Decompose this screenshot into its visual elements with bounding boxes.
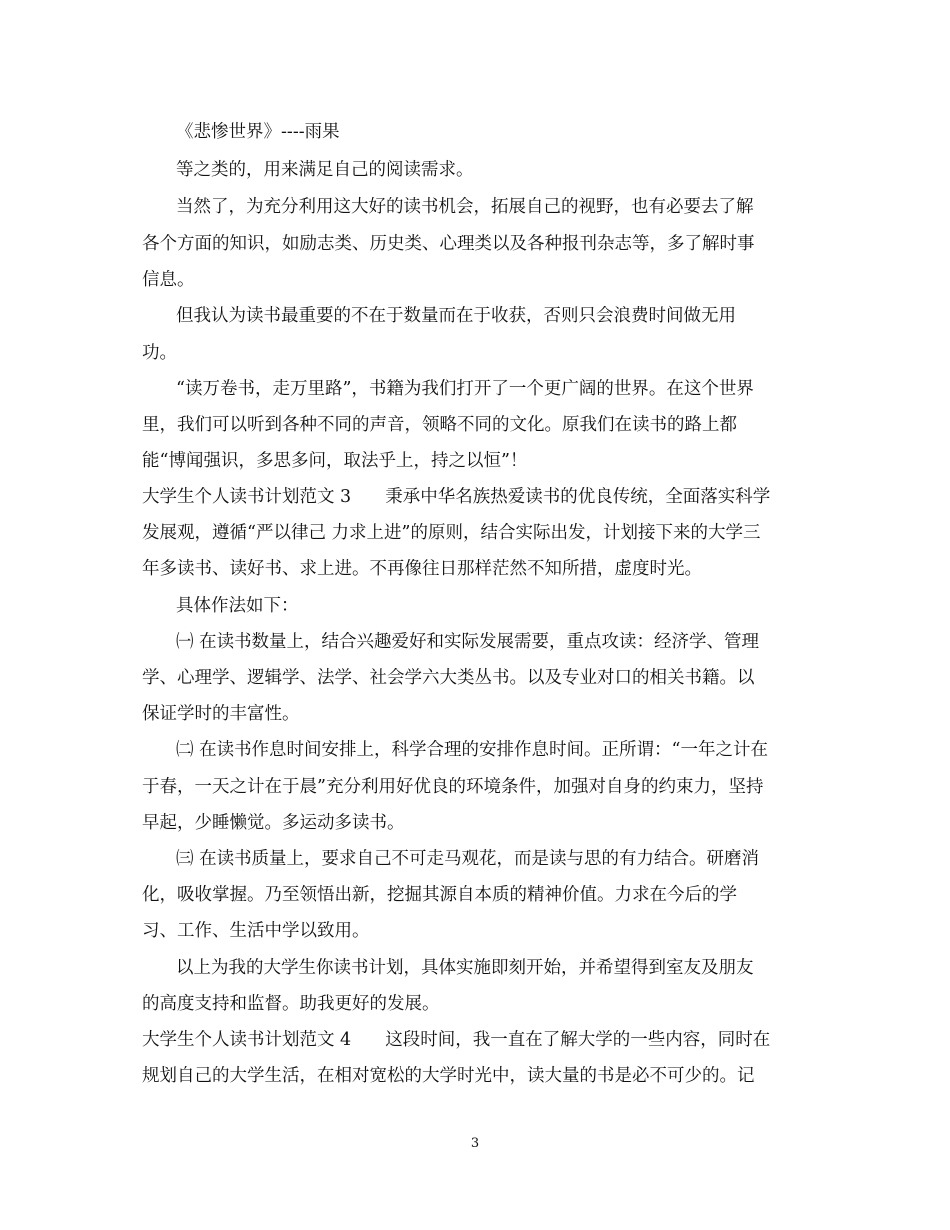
text-line: ㈢ 在读书质量上，要求自己不可走马观花，而是读与思的有力结合。研磨消 <box>176 849 760 869</box>
text-line: 发展观，遵循“严以律己 力求上进”的原则，结合实际出发，计划接下来的大学三 <box>142 523 761 543</box>
section-intro-text: 这段时间，我一直在了解大学的一些内容，同时在 <box>385 1030 771 1050</box>
text-line: 《悲惨世界》----雨果 <box>176 122 340 142</box>
text-line: 但我认为读书最重要的不在于数量而在于收获，否则只会浪费时间做无用 <box>176 306 736 326</box>
text-line: 规划自己的大学生活，在相对宽松的大学时光中，读大量的书是必不可少的。记 <box>142 1066 755 1086</box>
text-line: 于春，一天之计在于晨”充分利用好优良的环境条件，加强对自身的约束力，坚持 <box>142 777 764 797</box>
text-line: “读万卷书，走万里路”，书籍为我们打开了一个更广阔的世界。在这个世界 <box>176 379 754 399</box>
text-line: 保证学时的丰富性。 <box>142 704 300 724</box>
text-line: 具体作法如下： <box>176 596 299 616</box>
section-heading-4 <box>142 1028 770 1052</box>
text-line: 的高度支持和监督。助我更好的发展。 <box>142 994 440 1014</box>
text-line: 以上为我的大学生你读书计划，具体实施即刻开始，并希望得到室友及朋友 <box>176 958 754 978</box>
text-line: 能“博闻强识，多思多问，取法乎上，持之以恒”！ <box>142 451 528 471</box>
text-line: 里，我们可以听到各种不同的声音，领略不同的文化。原我们在读书的路上都 <box>142 415 737 435</box>
text-line: 习、工作、生活中学以致用。 <box>142 921 370 941</box>
text-line: 当然了，为充分利用这大好的读书机会，拓展自己的视野，也有必要去了解 <box>176 197 754 217</box>
section-title: 大学生个人读书计划范文 4 <box>142 1030 352 1050</box>
text-line: ㈠ 在读书数量上，结合兴趣爱好和实际发展需要，重点攻读：经济学、管理 <box>176 632 760 652</box>
section-heading-3 <box>142 485 770 509</box>
page-number: 3 <box>470 1136 480 1151</box>
text-line: 等之类的，用来满足自己的阅读需求。 <box>176 160 474 180</box>
text-line: 化，吸收掌握。乃至领悟出新，挖掘其源自本质的精神价值。力求在今后的学 <box>142 885 737 905</box>
text-line: 年多读书、读好书、求上进。不再像往日那样茫然不知所措，虚度时光。 <box>142 559 702 579</box>
section-intro-text: 秉承中华名族热爱读书的优良传统，全面落实科学 <box>385 487 771 507</box>
section-title: 大学生个人读书计划范文 3 <box>142 487 352 507</box>
text-line: 功。 <box>142 343 177 363</box>
text-line: ㈡ 在读书作息时间安排上，科学合理的安排作息时间。正所谓：“一年之计在 <box>176 740 769 760</box>
text-line: 早起，少睡懒觉。多运动多读书。 <box>142 813 405 833</box>
text-line: 信息。 <box>142 270 195 290</box>
text-line: 学、心理学、逻辑学、法学、社会学六大类丛书。以及专业对口的相关书籍。以 <box>142 668 755 688</box>
text-line: 各个方面的知识，如励志类、历史类、心理类以及各种报刊杂志等，多了解时事 <box>142 234 755 254</box>
